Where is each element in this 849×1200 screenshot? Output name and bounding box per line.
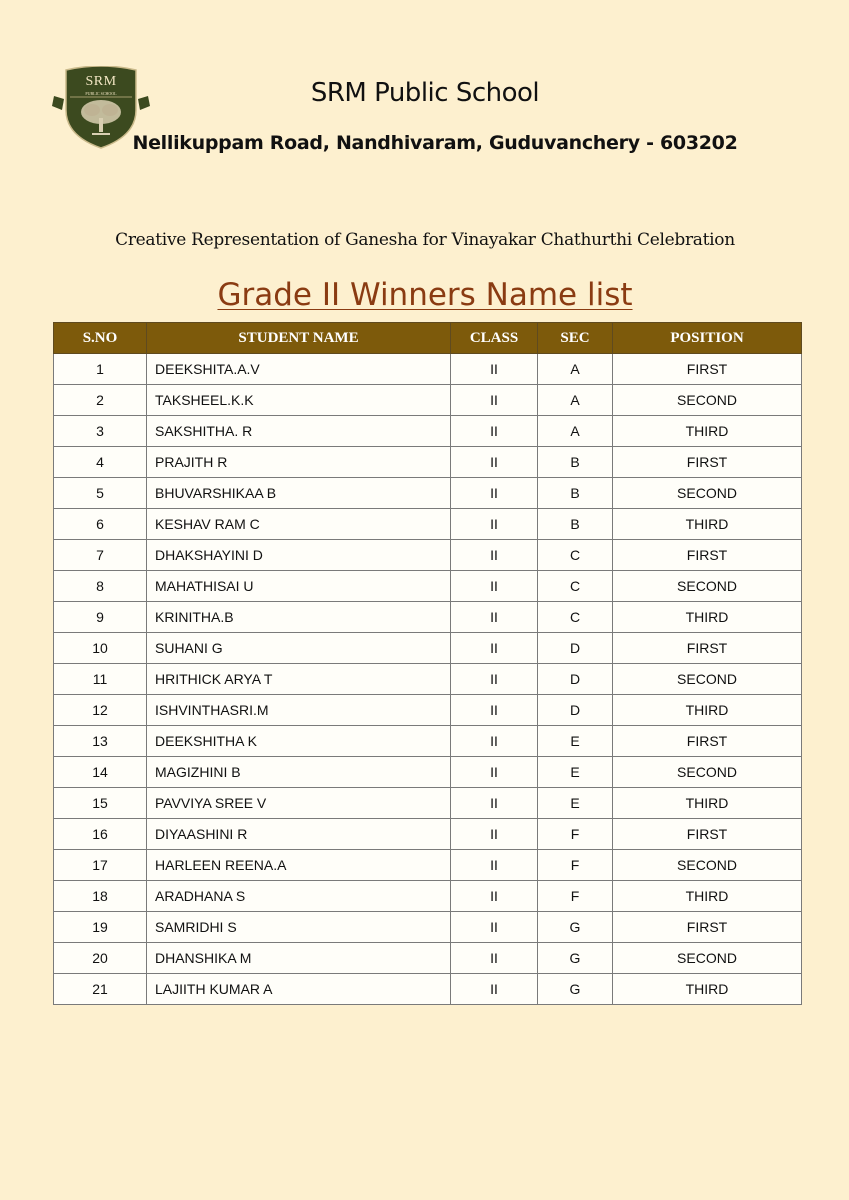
cell-sec: B [538, 509, 613, 540]
cell-position: SECOND [613, 385, 802, 416]
table-row [54, 602, 802, 633]
table-row [54, 819, 802, 850]
cell-sno: 9 [54, 602, 147, 633]
cell-sec: A [538, 385, 613, 416]
table-row [54, 974, 802, 1005]
cell-student-name: HRITHICK ARYA T [147, 664, 451, 695]
cell-sno: 10 [54, 633, 147, 664]
cell-class: II [451, 633, 538, 664]
table-row [54, 385, 802, 416]
cell-class: II [451, 571, 538, 602]
cell-class: II [451, 540, 538, 571]
logo-subtext: PUBLIC SCHOOL [85, 91, 117, 96]
cell-class: II [451, 602, 538, 633]
table-row [54, 633, 802, 664]
cell-student-name: ISHVINTHASRI.M [147, 695, 451, 726]
cell-position: SECOND [613, 571, 802, 602]
cell-position: FIRST [613, 354, 802, 385]
cell-class: II [451, 788, 538, 819]
cell-sno: 2 [54, 385, 147, 416]
cell-position: FIRST [613, 633, 802, 664]
cell-position: FIRST [613, 726, 802, 757]
cell-student-name: DEEKSHITHA K [147, 726, 451, 757]
cell-sno: 12 [54, 695, 147, 726]
cell-position: FIRST [613, 912, 802, 943]
cell-sec: D [538, 695, 613, 726]
cell-student-name: DHANSHIKA M [147, 943, 451, 974]
cell-sec: E [538, 757, 613, 788]
cell-sno: 15 [54, 788, 147, 819]
table-row [54, 912, 802, 943]
cell-class: II [451, 943, 538, 974]
cell-position: SECOND [613, 850, 802, 881]
winners-table [53, 322, 802, 1005]
cell-sec: D [538, 633, 613, 664]
cell-student-name: SAKSHITHA. R [147, 416, 451, 447]
cell-student-name: HARLEEN REENA.A [147, 850, 451, 881]
cell-student-name: TAKSHEEL.K.K [147, 385, 451, 416]
column-header-position: POSITION [613, 323, 802, 354]
cell-sec: C [538, 571, 613, 602]
logo-text: SRM [85, 74, 117, 89]
cell-student-name: DIYAASHINI R [147, 819, 451, 850]
cell-sec: B [538, 447, 613, 478]
cell-sno: 4 [54, 447, 147, 478]
cell-student-name: PRAJITH R [147, 447, 451, 478]
table-row [54, 354, 802, 385]
cell-sno: 5 [54, 478, 147, 509]
cell-position: THIRD [613, 695, 802, 726]
cell-class: II [451, 478, 538, 509]
column-header-student-name: STUDENT NAME [147, 323, 451, 354]
cell-sec: E [538, 788, 613, 819]
cell-class: II [451, 509, 538, 540]
table-row [54, 664, 802, 695]
table-row [54, 571, 802, 602]
cell-student-name: MAGIZHINI B [147, 757, 451, 788]
cell-position: SECOND [613, 478, 802, 509]
cell-class: II [451, 447, 538, 478]
cell-sec: C [538, 602, 613, 633]
cell-position: THIRD [613, 602, 802, 633]
cell-sno: 7 [54, 540, 147, 571]
cell-sec: C [538, 540, 613, 571]
table-row [54, 788, 802, 819]
cell-position: FIRST [613, 447, 802, 478]
list-title-text: Grade II Winners Name list [217, 277, 633, 313]
cell-sno: 6 [54, 509, 147, 540]
cell-sec: G [538, 974, 613, 1005]
cell-sno: 19 [54, 912, 147, 943]
cell-student-name: BHUVARSHIKAA B [147, 478, 451, 509]
cell-sno: 3 [54, 416, 147, 447]
cell-class: II [451, 695, 538, 726]
column-header-class: CLASS [451, 323, 538, 354]
cell-student-name: MAHATHISAI U [147, 571, 451, 602]
cell-student-name: KRINITHA.B [147, 602, 451, 633]
cell-sec: F [538, 819, 613, 850]
cell-class: II [451, 757, 538, 788]
cell-sec: F [538, 850, 613, 881]
cell-position: SECOND [613, 943, 802, 974]
cell-student-name: PAVVIYA SREE V [147, 788, 451, 819]
cell-student-name: LAJIITH KUMAR A [147, 974, 451, 1005]
table-header-row [54, 323, 802, 354]
cell-sec: G [538, 912, 613, 943]
school-name: SRM Public School [310, 78, 540, 108]
table-row [54, 509, 802, 540]
column-header-sno: S.NO [54, 323, 147, 354]
list-title [150, 277, 700, 313]
cell-position: THIRD [613, 509, 802, 540]
cell-sno: 13 [54, 726, 147, 757]
school-address: Nellikuppam Road, Nandhivaram, Guduvanchery - 603202 [132, 132, 738, 154]
cell-position: THIRD [613, 974, 802, 1005]
cell-class: II [451, 819, 538, 850]
table-row [54, 757, 802, 788]
cell-sec: D [538, 664, 613, 695]
cell-student-name: DEEKSHITA.A.V [147, 354, 451, 385]
cell-sno: 18 [54, 881, 147, 912]
cell-class: II [451, 416, 538, 447]
cell-position: SECOND [613, 757, 802, 788]
cell-sec: F [538, 881, 613, 912]
cell-sno: 21 [54, 974, 147, 1005]
cell-sec: B [538, 478, 613, 509]
cell-sec: A [538, 354, 613, 385]
cell-position: FIRST [613, 540, 802, 571]
cell-sno: 1 [54, 354, 147, 385]
table-row [54, 943, 802, 974]
table-row [54, 447, 802, 478]
cell-student-name: KESHAV RAM C [147, 509, 451, 540]
table-row [54, 881, 802, 912]
cell-student-name: ARADHANA S [147, 881, 451, 912]
cell-sec: E [538, 726, 613, 757]
table-row [54, 478, 802, 509]
table-row [54, 540, 802, 571]
event-title: Creative Representation of Ganesha for Vinayakar Chathurthi Celebration [115, 230, 735, 250]
cell-sno: 20 [54, 943, 147, 974]
cell-student-name: SAMRIDHI S [147, 912, 451, 943]
column-header-sec: SEC [538, 323, 613, 354]
cell-class: II [451, 881, 538, 912]
cell-sec: A [538, 416, 613, 447]
cell-student-name: SUHANI G [147, 633, 451, 664]
table-row [54, 850, 802, 881]
cell-sno: 11 [54, 664, 147, 695]
cell-student-name: DHAKSHAYINI D [147, 540, 451, 571]
cell-class: II [451, 850, 538, 881]
cell-sno: 16 [54, 819, 147, 850]
cell-position: THIRD [613, 881, 802, 912]
cell-class: II [451, 912, 538, 943]
cell-class: II [451, 726, 538, 757]
cell-position: FIRST [613, 819, 802, 850]
cell-class: II [451, 385, 538, 416]
table-row [54, 695, 802, 726]
table-row [54, 726, 802, 757]
cell-sno: 14 [54, 757, 147, 788]
cell-sec: G [538, 943, 613, 974]
cell-position: THIRD [613, 416, 802, 447]
cell-position: SECOND [613, 664, 802, 695]
cell-sno: 8 [54, 571, 147, 602]
cell-sno: 17 [54, 850, 147, 881]
cell-class: II [451, 974, 538, 1005]
cell-class: II [451, 354, 538, 385]
cell-position: THIRD [613, 788, 802, 819]
table-row [54, 416, 802, 447]
cell-class: II [451, 664, 538, 695]
